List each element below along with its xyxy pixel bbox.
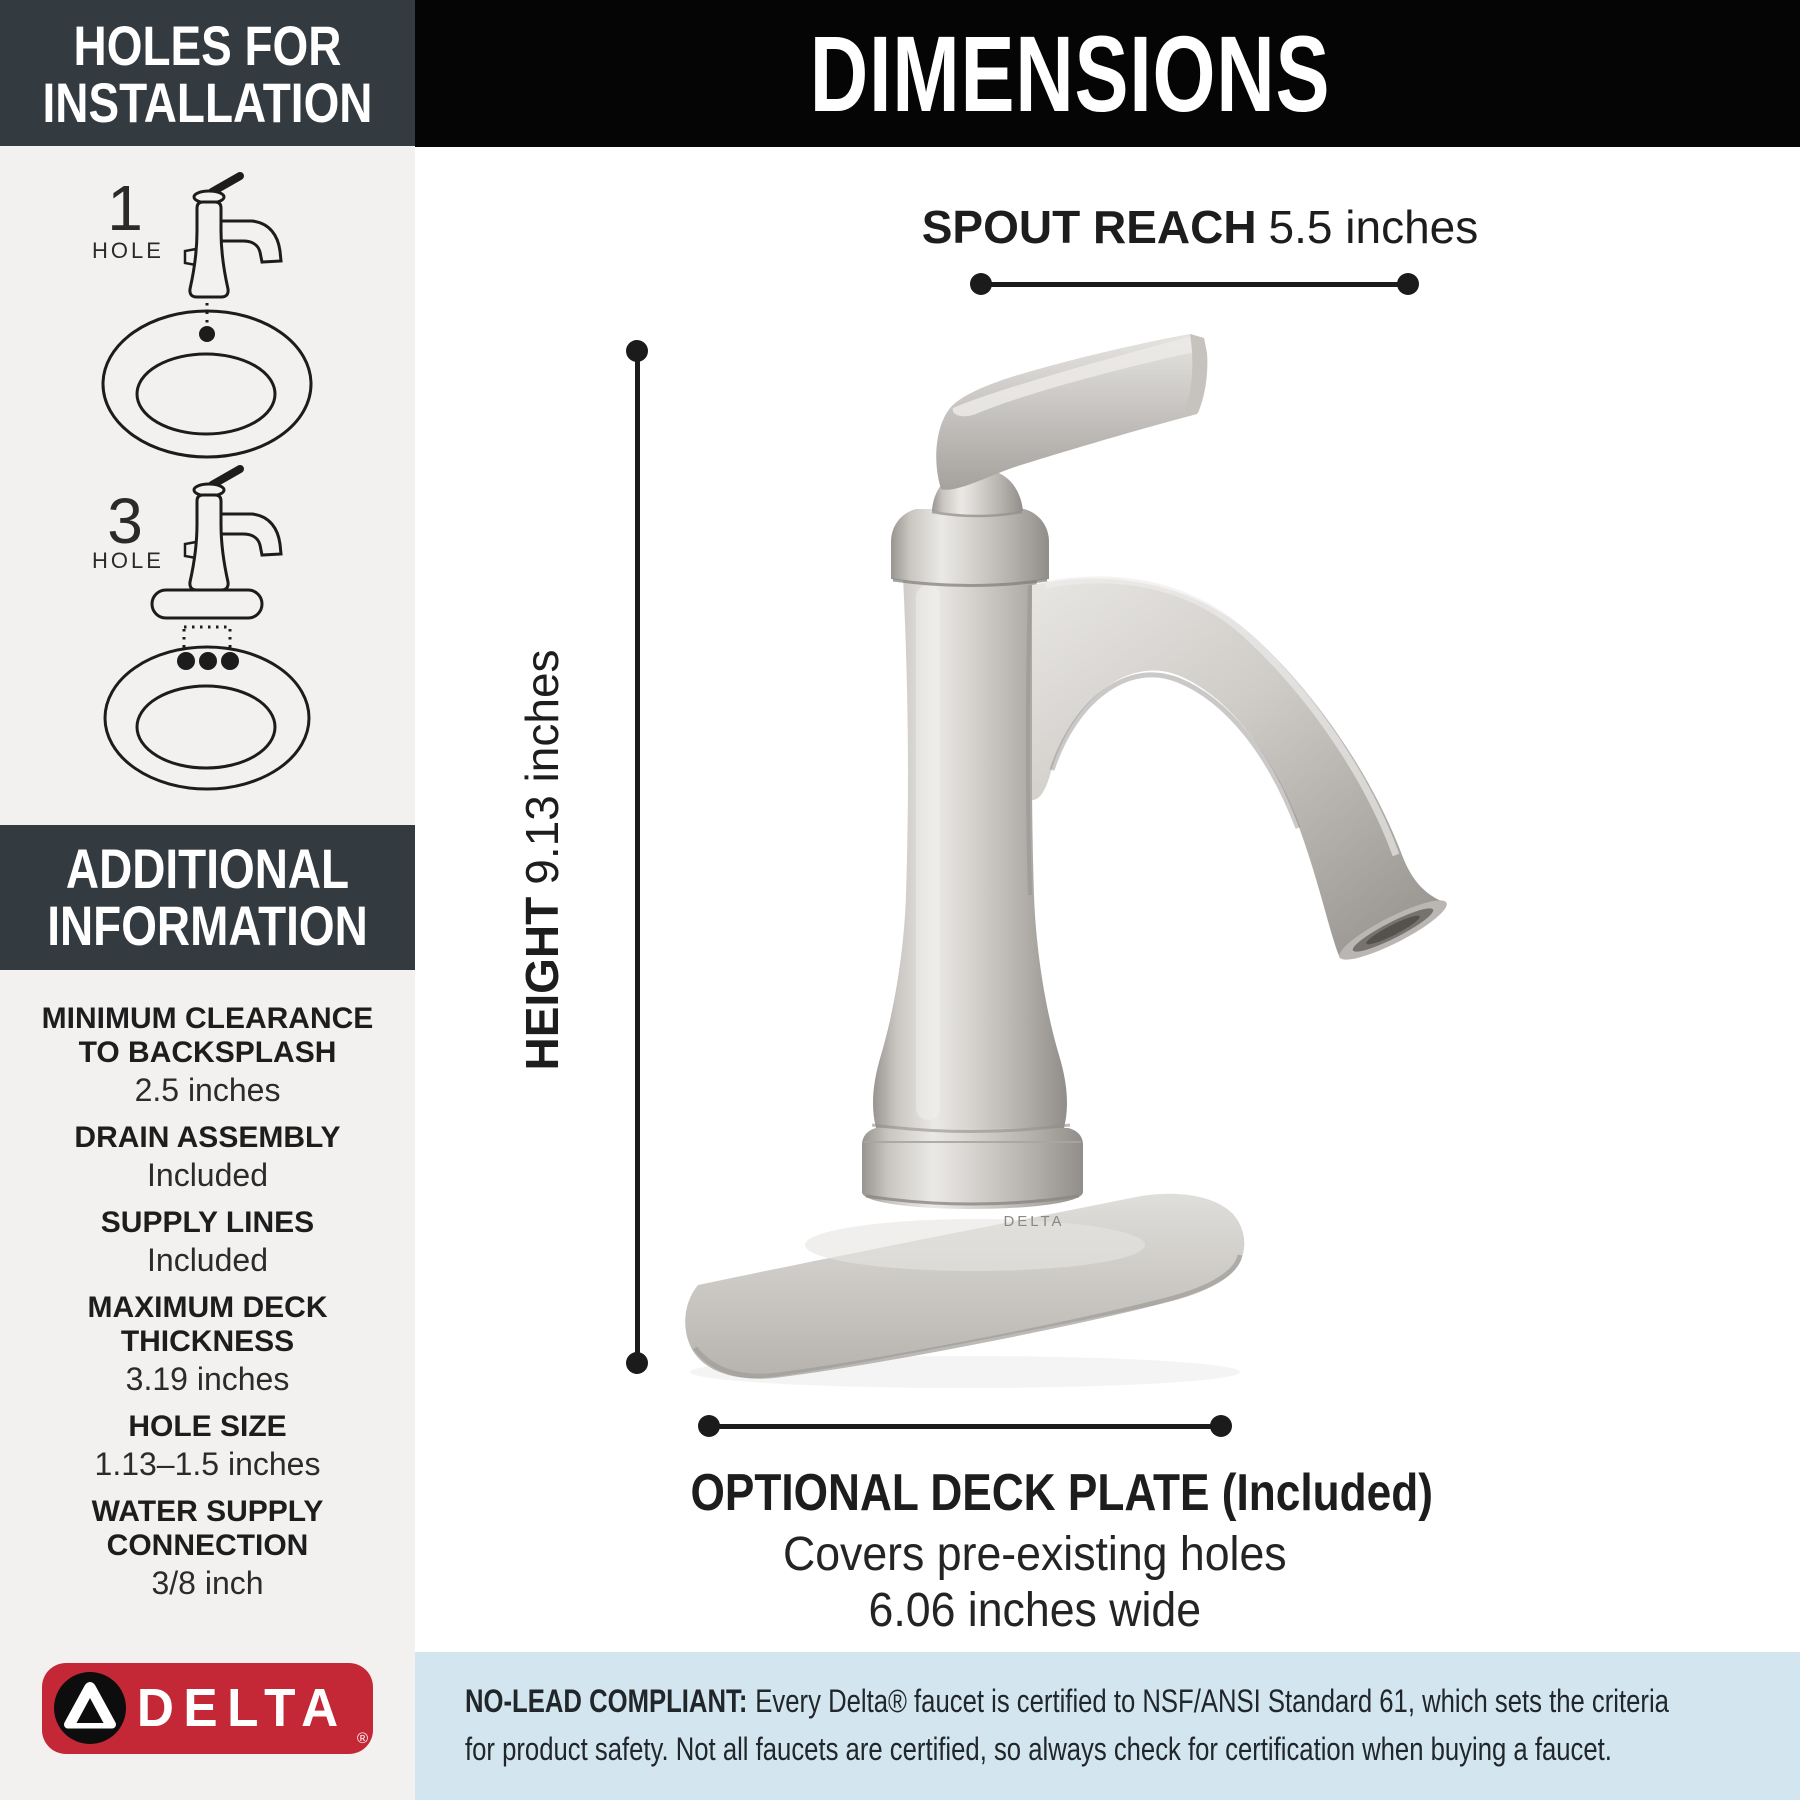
spec-label: WATER SUPPLY CONNECTION (91, 1495, 324, 1562)
spec-value: 3/8 inch (151, 1565, 264, 1601)
height-label (515, 625, 568, 1095)
compliance-line-2: for product safety. Not all faucets are certified, so always check for certification when buying a faucet. (465, 1731, 1612, 1767)
addinfo-line-2: INFORMATION (47, 894, 368, 957)
spec-list (0, 1002, 415, 1614)
spec-value: 2.5 inches (134, 1072, 281, 1108)
spec-value: 1.13–1.5 inches (94, 1446, 321, 1482)
spec-item (34, 1121, 381, 1193)
header-line-1: HOLES FOR (73, 14, 342, 77)
addinfo-line-1: ADDITIONAL (65, 837, 350, 900)
spec-label: DRAIN ASSEMBLY (74, 1121, 341, 1154)
plate-width-line (709, 1424, 1221, 1429)
one-hole-number: 1 (107, 172, 143, 244)
spout-reach-line (981, 282, 1408, 287)
deck-plate-title: OPTIONAL DECK PLATE (Included) (690, 1464, 1433, 1522)
spout-reach-title: SPOUT REACH (921, 201, 1257, 253)
compliance-text (465, 1677, 1792, 1773)
header-line-2: INSTALLATION (42, 71, 373, 134)
height-line (635, 351, 640, 1363)
installation-icons (0, 150, 415, 810)
spec-item (34, 1206, 381, 1278)
plate-width-dot-left (698, 1415, 720, 1437)
spout-reach-label (850, 200, 1550, 254)
dimensions-title-band (415, 0, 1800, 147)
spec-value: Included (147, 1157, 268, 1193)
faucet-spout (1032, 579, 1446, 958)
height-dot-top (626, 340, 648, 362)
spec-label: MINIMUM CLEARANCE TO BACKSPLASH (41, 1002, 374, 1069)
height-title: HEIGHT (516, 896, 568, 1071)
faucet-brand-mark: DELTA (1003, 1213, 1065, 1230)
plate-width-dot-right (1210, 1415, 1232, 1437)
spec-item (34, 1291, 381, 1397)
sidebar (0, 0, 415, 1800)
compliance-line-1: NO-LEAD COMPLIANT: Every Delta® faucet is certified to NSF/ANSI Standard 61, which sets the criteria (465, 1683, 1669, 1719)
handle-collar (891, 509, 1049, 585)
one-hole-label: HOLE (92, 238, 164, 263)
height-value: 9.13 inches (516, 649, 568, 885)
page-title: DIMENSIONS (809, 13, 1331, 134)
spec-value: Included (147, 1242, 268, 1278)
delta-triangle-icon (53, 1671, 127, 1745)
spec-value: 3.19 inches (125, 1361, 290, 1397)
additional-information-header (0, 825, 415, 970)
deck-plate-line2: 6.06 inches wide (868, 1584, 1202, 1637)
spec-label: SUPPLY LINES (100, 1206, 315, 1239)
three-hole-label: HOLE (92, 548, 164, 573)
deck-plate-line1: Covers pre-existing holes (783, 1528, 1287, 1581)
registered-mark: ® (356, 1730, 368, 1747)
spout-reach-value: 5.5 inches (1268, 201, 1479, 253)
three-hole-number: 3 (107, 485, 143, 557)
spec-item (34, 1002, 381, 1108)
spout-reach-dot-left (970, 273, 992, 295)
faucet-base-ring (862, 1128, 1083, 1209)
spec-label: HOLE SIZE (128, 1410, 287, 1443)
spec-item (34, 1495, 381, 1601)
delta-logo-word: DELTA (136, 1678, 348, 1738)
faucet-image (620, 300, 1520, 1400)
spec-label: MAXIMUM DECK THICKNESS (87, 1291, 328, 1358)
height-dot-bottom (626, 1352, 648, 1374)
spout-reach-dot-right (1397, 273, 1419, 295)
holes-for-installation-header (0, 0, 415, 146)
compliance-heading: NO-LEAD COMPLIANT: (465, 1683, 748, 1719)
compliance-banner (415, 1652, 1800, 1800)
spec-item (34, 1410, 381, 1482)
delta-logo (42, 1663, 373, 1754)
